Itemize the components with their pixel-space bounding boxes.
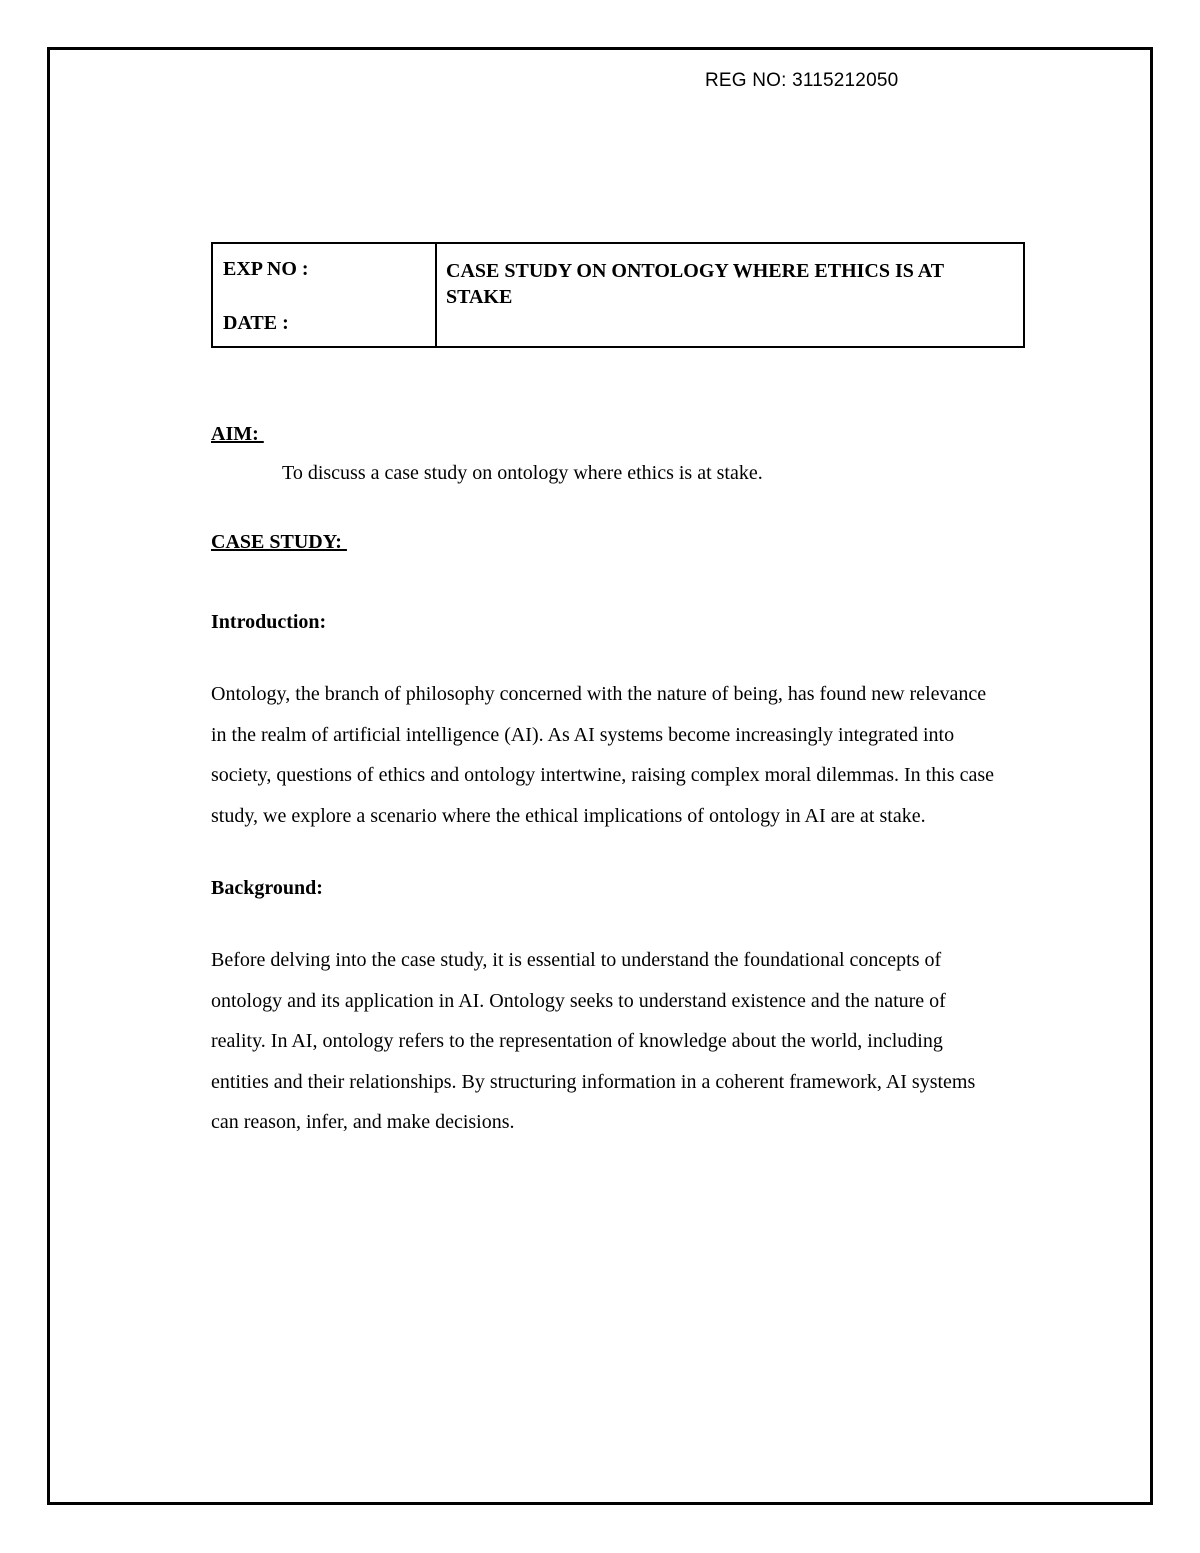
date-label: DATE : [223,312,289,334]
introduction-heading: Introduction: [211,611,327,633]
case-study-heading: CASE STUDY: [211,531,347,553]
introduction-paragraph: Ontology, the branch of philosophy concerned with the nature of being, has found new relevance in the realm of artificial intelligence (AI). As AI systems become increasingly integrated into society, questions of ethics and ontology intertwine, raising complex moral dilemmas. In this case study, we explore a scenario where the ethical implications of ontology in AI are at stake. [211,683,994,827]
reg-no: REG NO: 3115212050 [705,70,899,91]
background-paragraph: Before delving into the case study, it is essential to understand the foundational concepts of ontology and its application in AI. Ontology seeks to understand existence and the nature of reality. In AI, ontology refers to the representation of knowledge about the world, including entities and their relationships. By structuring information in a coherent framework, AI systems can reason, infer, and make decisions. [211,949,976,1133]
aim-heading: AIM: [211,423,264,445]
exp-info-cell [212,243,436,347]
exp-title-cell [436,243,1024,347]
experiment-header-table [211,242,1025,348]
background-heading: Background: [211,877,323,899]
exp-no-label: EXP NO : [223,258,309,280]
aim-text: To discuss a case study on ontology where ethics is at stake. [282,462,763,484]
experiment-title: CASE STUDY ON ONTOLOGY WHERE ETHICS IS AT STAKE [446,260,944,308]
document-body [211,420,1011,1143]
